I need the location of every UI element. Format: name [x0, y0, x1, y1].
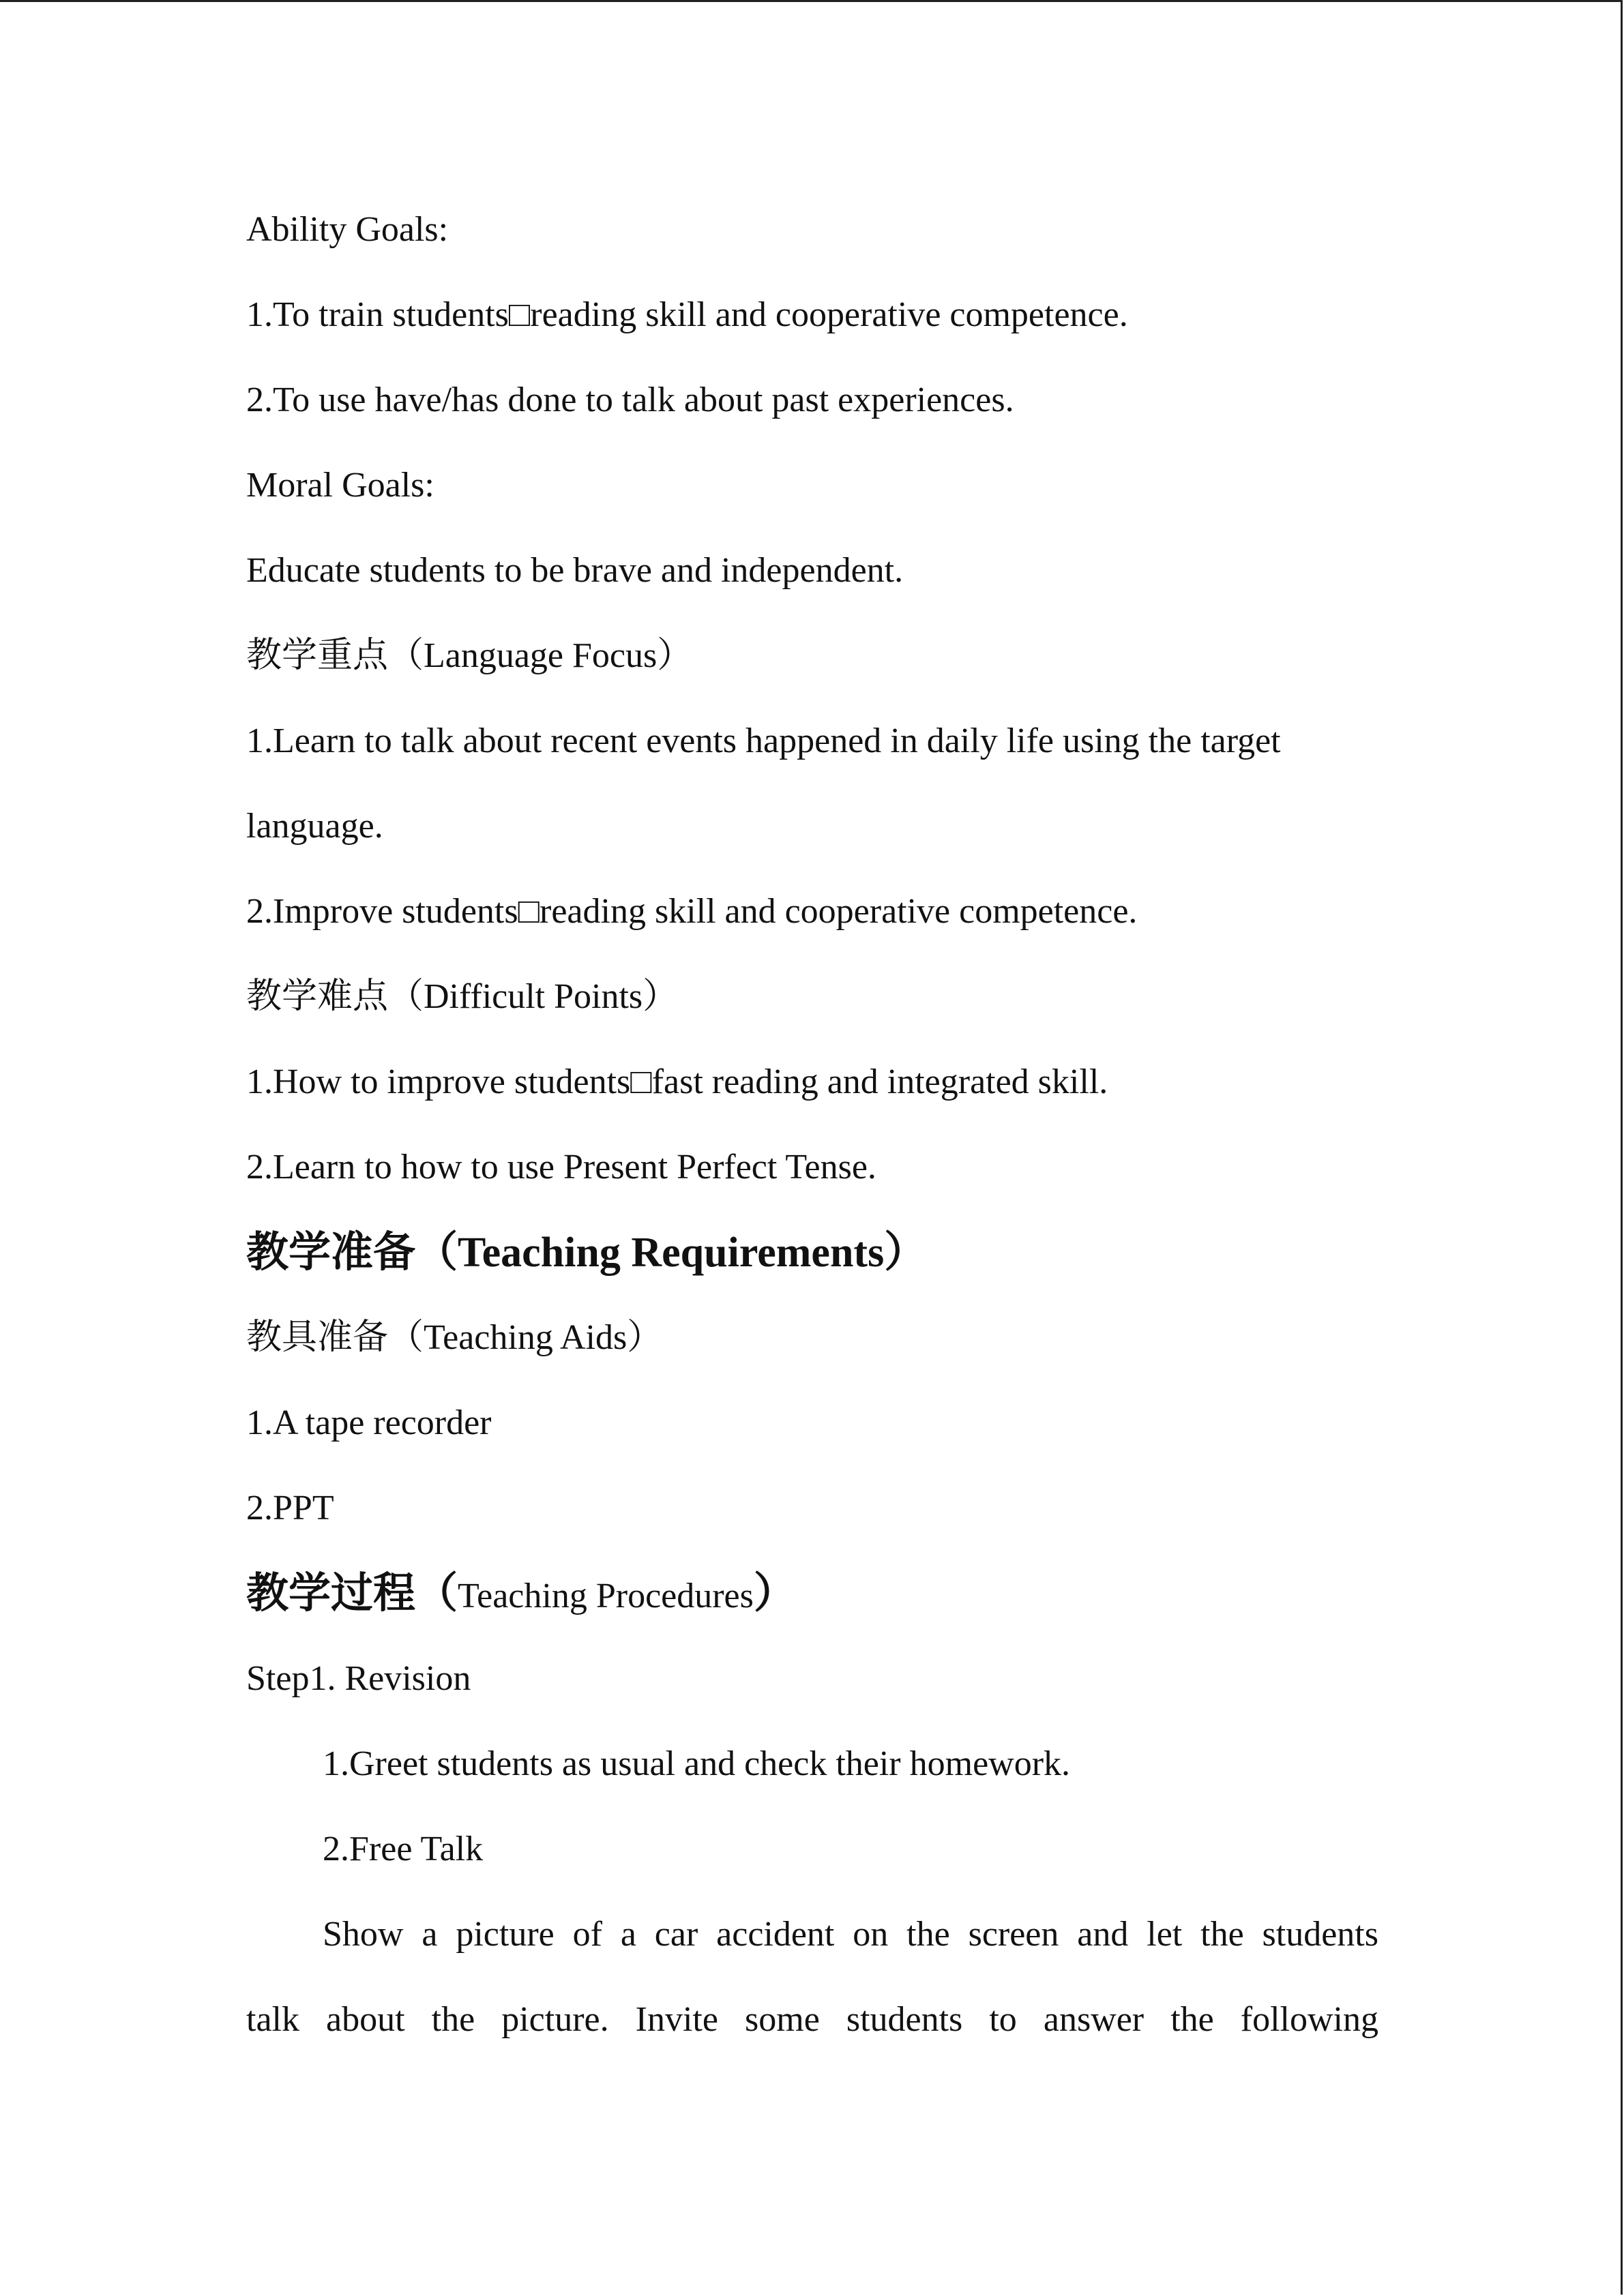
teaching-procedures-heading-close: ）	[753, 1570, 796, 1617]
teaching-aid-1: 1.A tape recorder	[246, 1403, 492, 1442]
moral-goals-heading: Moral Goals:	[246, 466, 434, 505]
teaching-aids-heading: 教具准备（Teaching Aids）	[246, 1318, 663, 1357]
language-focus-1-line-1: 1.Learn to talk about recent events happened in daily life using the target	[246, 721, 1281, 760]
ability-goal-1: 1.To train students□reading skill and cooperative competence.	[246, 295, 1128, 334]
language-focus-heading: 教学重点（Language Focus）	[246, 636, 693, 675]
language-focus-2: 2.Improve students□reading skill and cooperative competence.	[246, 892, 1138, 931]
teaching-procedures-heading	[246, 1568, 796, 1619]
ability-goal-2: 2.To use have/has done to talk about past experiences.	[246, 381, 1014, 419]
free-talk-line-2: talk about the picture. Invite some students to answer the following	[246, 2000, 1378, 2039]
free-talk-line-1: Show a picture of a car accident on the screen and let the students	[323, 1915, 1378, 1954]
teaching-requirements-heading: 教学准备（Teaching Requirements）	[246, 1229, 927, 1276]
teaching-procedures-heading-english: Teaching Procedures	[458, 1577, 754, 1615]
step-1-heading: Step1. Revision	[246, 1659, 471, 1698]
language-focus-1-line-2: language.	[246, 807, 383, 846]
moral-goal-text: Educate students to be brave and independent.	[246, 551, 904, 590]
teaching-procedures-heading-cjk: 教学过程（	[246, 1570, 458, 1617]
step-1-item-2: 2.Free Talk	[323, 1830, 484, 1868]
difficult-points-heading: 教学难点（Difficult Points）	[246, 977, 679, 1016]
step-1-item-1: 1.Greet students as usual and check their homework.	[323, 1744, 1071, 1783]
difficult-point-2: 2.Learn to how to use Present Perfect Tense.	[246, 1148, 876, 1187]
ability-goals-heading: Ability Goals:	[246, 210, 449, 249]
difficult-point-1: 1.How to improve students□fast reading and integrated skill.	[246, 1062, 1108, 1101]
teaching-aid-2: 2.PPT	[246, 1489, 334, 1527]
